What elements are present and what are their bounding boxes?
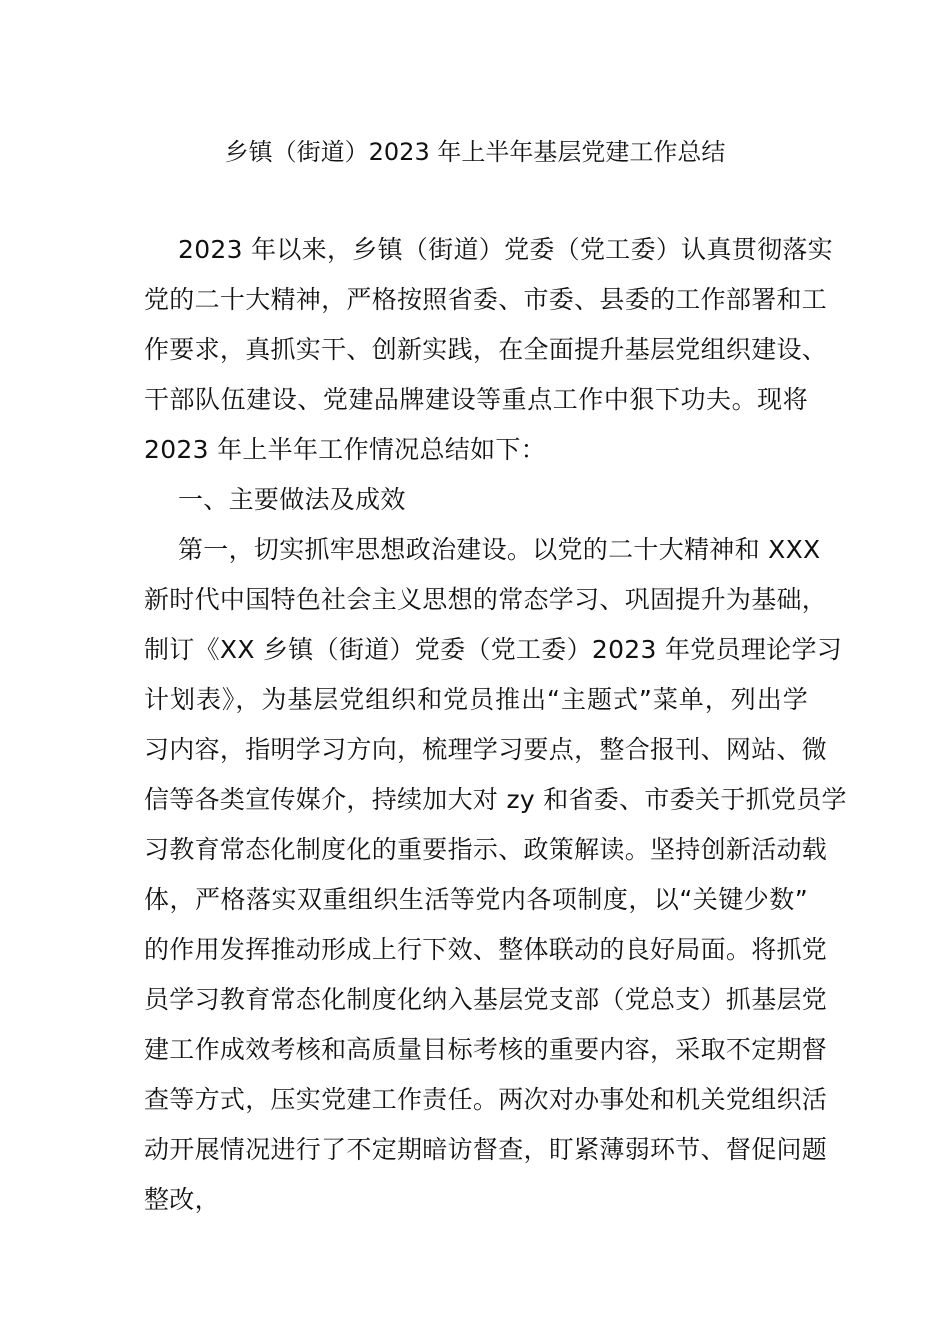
paragraph-line: 第一，切实抓牢思想政治建设。以党的二十大精神和 XXX xyxy=(178,535,821,564)
paragraph-line: 习教育常态化制度化的重要指示、政策解读。坚持创新活动载 xyxy=(144,835,828,864)
section-heading: 一、主要做法及成效 xyxy=(178,485,406,514)
paragraph-line: 建工作成效考核和高质量目标考核的重要内容，采取不定期督 xyxy=(144,1035,828,1064)
paragraph-line: 干部队伍建设、党建品牌建设等重点工作中狠下功夫。现将 xyxy=(144,385,808,414)
paragraph-line: 的作用发挥推动形成上行下效、整体联动的良好局面。将抓党 xyxy=(144,935,828,964)
paragraph-line: 计划表》，为基层党组织和党员推出“主题式”菜单，列出学 xyxy=(144,685,808,714)
paragraph-line: 新时代中国特色社会主义思想的常态学习、巩固提升为基础， xyxy=(144,585,828,614)
paragraph-line: 制订《XX 乡镇（街道）党委（党工委）2023 年党员理论学习 xyxy=(144,635,843,664)
paragraph-line: 2023 年上半年工作情况总结如下： xyxy=(144,435,546,464)
paragraph-line: 员学习教育常态化制度化纳入基层党支部（党总支）抓基层党 xyxy=(144,985,828,1014)
paragraph-line: 整改， xyxy=(144,1185,220,1214)
paragraph-line: 信等各类宣传媒介，持续加大对 zy 和省委、市委关于抓党员学 xyxy=(144,785,847,814)
paragraph-line: 习内容，指明学习方向，梳理学习要点，整合报刊、网站、微 xyxy=(144,735,828,764)
document-title: 乡镇（街道）2023 年上半年基层党建工作总结 xyxy=(224,138,726,166)
paragraph-line: 党的二十大精神，严格按照省委、市委、县委的工作部署和工 xyxy=(144,285,828,314)
paragraph-line: 2023 年以来，乡镇（街道）党委（党工委）认真贯彻落实 xyxy=(178,235,833,264)
paragraph-line: 体，严格落实双重组织生活等党内各项制度，以“关键少数” xyxy=(144,885,808,914)
paragraph-line: 动开展情况进行了不定期暗访督查，盯紧薄弱环节、督促问题 xyxy=(144,1135,828,1164)
paragraph-line: 作要求，真抓实干、创新实践，在全面提升基层党组织建设、 xyxy=(144,335,828,364)
paragraph-line: 查等方式，压实党建工作责任。两次对办事处和机关党组织活 xyxy=(144,1085,828,1114)
